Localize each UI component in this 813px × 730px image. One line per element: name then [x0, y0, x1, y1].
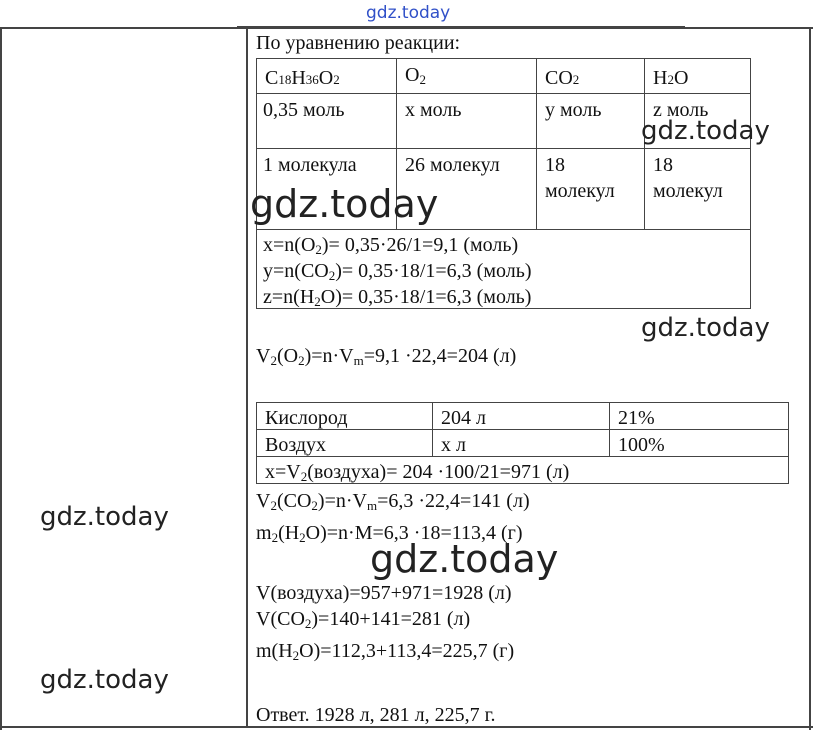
- total-h2o-line: $m(H_2O)=112,3+113,4=225,7$ (г): [256, 640, 515, 663]
- table1-header-c2: [396, 58, 537, 94]
- total-air-line: V(воздуха)=957+971=1928 (л): [256, 582, 512, 604]
- outer-top-border: [0, 27, 813, 29]
- table2-r1-c3: [609, 402, 789, 430]
- molecules-value: 18: [545, 154, 565, 176]
- table2-cell-text: Кислород: [265, 407, 348, 429]
- table2-cell-text: 21%: [618, 407, 655, 429]
- outer-right-border: [809, 27, 811, 730]
- watermark-1: gdz.today: [641, 116, 770, 146]
- table2-r2-c3: [609, 429, 789, 457]
- molecules-value: 18: [653, 154, 673, 176]
- mass-h2o-line: $m_2(H_2O)=n\cdot M=6,3 \cdot 18=113,4$ (г): [256, 522, 523, 545]
- outer-bottom-border: [0, 726, 813, 728]
- calc-x: $x=n(O_2)= 0,35\cdot 26/1=9,1$ (моль): [263, 234, 519, 257]
- formula-o2: $O_2$: [405, 64, 426, 87]
- table1-molecules-c3: [536, 148, 645, 230]
- watermark-4: gdz.today: [40, 502, 169, 532]
- table1-header-c1: [256, 58, 397, 94]
- watermark-3: gdz.today: [641, 313, 770, 343]
- volume-co2-line: $V_2(CO_2)=n\cdot V_m=6,3 \cdot 22,4=141$ (л): [256, 490, 530, 513]
- mol-value: y моль: [545, 99, 602, 121]
- table1-mol-c1: [256, 93, 397, 149]
- table2-r1-c2: [432, 402, 610, 430]
- mol-value: z моль: [653, 99, 709, 121]
- table2-cell-text: 100%: [618, 434, 665, 456]
- watermark-top: gdz.today: [366, 3, 451, 23]
- molecules-unit: молекул: [545, 180, 615, 202]
- air-volume-calc: $x=V_2(воздуха)= 204 \cdot 100/21=971$ (л): [265, 461, 570, 484]
- watermark-5: gdz.today: [370, 537, 559, 581]
- formula-h2o: H2O: [653, 67, 689, 89]
- outer-left-border: [0, 27, 2, 730]
- table2-cell-text: Воздух: [265, 434, 327, 456]
- calc-y: $y=n(CO_2)= 0,35\cdot 18/1=6,3$ (моль): [263, 260, 532, 283]
- formula-co2: CO2: [545, 67, 580, 89]
- table1-header-c4: [644, 58, 751, 94]
- molecules-value: 1 молекула: [263, 154, 357, 176]
- molecules-unit: молекул: [653, 180, 723, 202]
- table1-calc: [256, 229, 751, 309]
- molecules-value: 26 молекул: [405, 154, 500, 176]
- table2-r2-c2: [432, 429, 610, 457]
- table2-calc: [256, 456, 789, 484]
- table1-molecules-c4: [644, 148, 751, 230]
- column-divider: [246, 27, 248, 727]
- mol-value: x моль: [405, 99, 462, 121]
- table1-mol-c3: [536, 93, 645, 149]
- table2-cell-text: 204 л: [441, 407, 486, 429]
- table1-header-c3: [536, 58, 645, 94]
- intro-text: По уравнению реакции:: [256, 32, 461, 54]
- table1-mol-c2: [396, 93, 537, 149]
- table2-cell-text: х л: [441, 434, 466, 456]
- watermark-6: gdz.today: [40, 665, 169, 695]
- volume-o2-line: $V_2(O_2)=n\cdot V_m=9,1 \cdot 22,4=204$ (л): [256, 345, 517, 368]
- formula-stearic-acid: C18H36O2: [265, 67, 340, 89]
- table2-r2-c1: [256, 429, 433, 457]
- calc-z: $z=n(H_2O)= 0,35\cdot 18/1=6,3$ (моль): [263, 286, 532, 309]
- answer-line: Ответ. 1928 л, 281 л, 225,7 г.: [256, 704, 496, 726]
- table2-r1-c1: [256, 402, 433, 430]
- watermark-2: gdz.today: [250, 182, 439, 226]
- mol-value: 0,35 моль: [263, 99, 345, 121]
- total-co2-line: $V(CO_2)=140+141=281$ (л): [256, 608, 471, 631]
